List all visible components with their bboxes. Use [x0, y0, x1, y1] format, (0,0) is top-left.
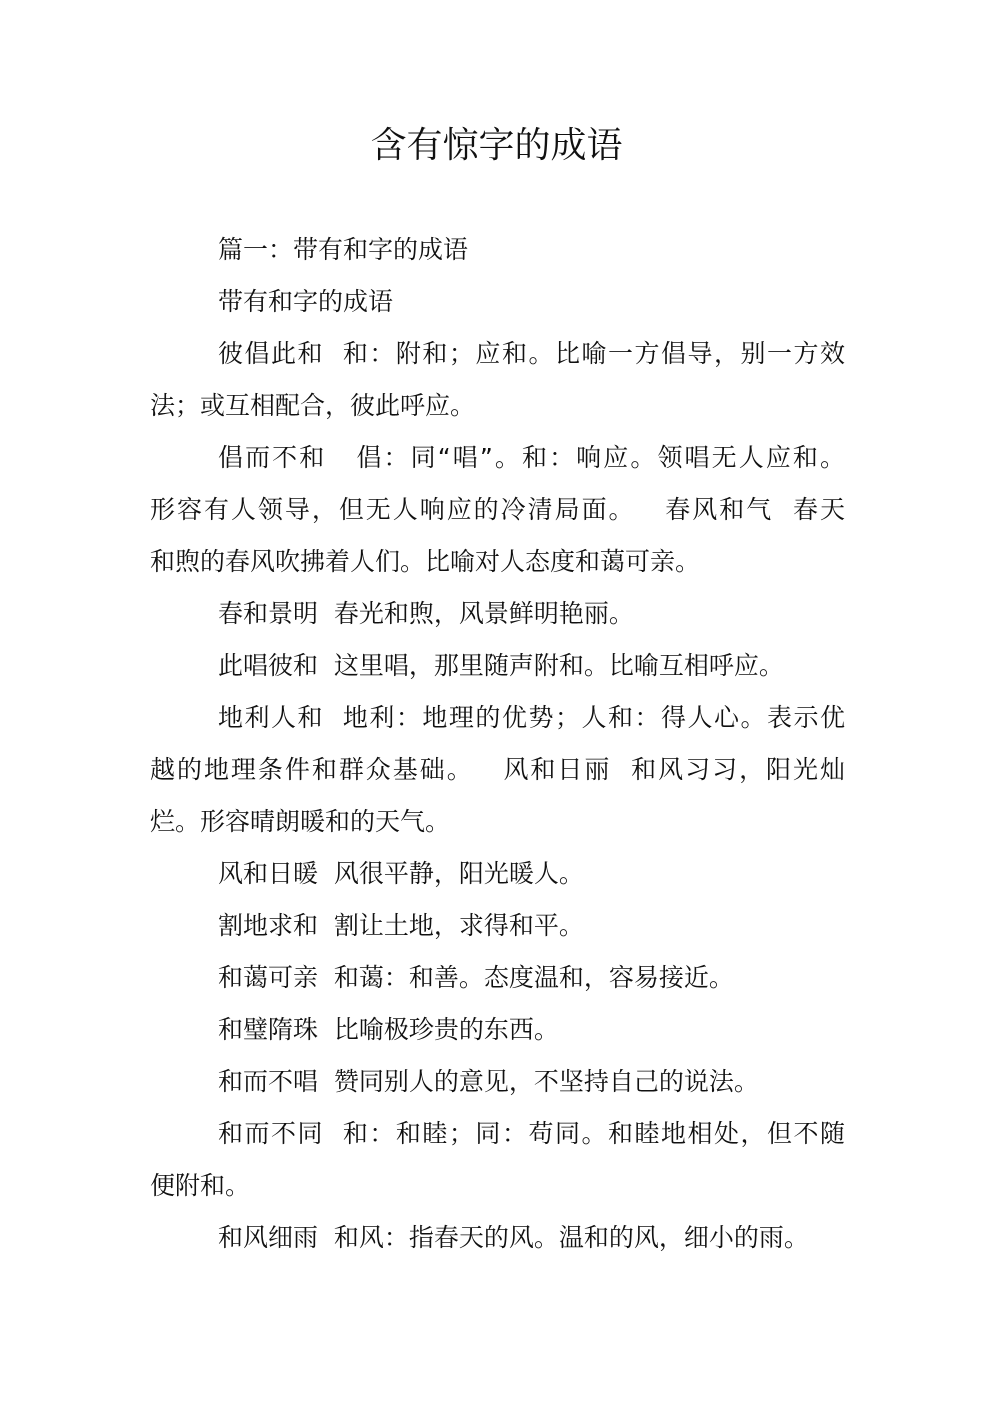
subheading: 带有和字的成语 [218, 287, 394, 316]
section-heading: 篇一：带有和字的成语 [218, 235, 469, 264]
text-line: 法；或互相配合，彼此呼应。 [150, 391, 476, 420]
text-line: 便附和。 [150, 1171, 251, 1200]
text-line: 形容有人领导，但无人响应的冷清局面。 春风和气 春天 [150, 495, 845, 524]
text-line: 越的地理条件和群众基础。 风和日丽 和风习习，阳光灿 [150, 755, 845, 784]
text-line: 倡而不和 倡：同“唱”。和：响应。领唱无人应和。 [218, 443, 845, 472]
text-line: 和煦的春风吹拂着人们。比喻对人态度和蔼可亲。 [150, 547, 701, 576]
text-line: 风和日暖 风很平静，阳光暖人。 [218, 859, 584, 888]
text-line: 烂。形容晴朗暖和的天气。 [150, 807, 451, 836]
text-line: 和璧隋珠 比喻极珍贵的东西。 [218, 1015, 559, 1044]
text-line: 和风细雨 和风：指春天的风。温和的风，细小的雨。 [218, 1223, 809, 1252]
text-line: 和蔼可亲 和蔼：和善。态度温和，容易接近。 [218, 963, 734, 992]
text-line: 割地求和 割让土地，求得和平。 [218, 911, 584, 940]
text-line: 此唱彼和 这里唱，那里随声附和。比喻互相呼应。 [218, 651, 784, 680]
text-line: 和而不同 和：和睦；同：苟同。和睦地相处，但不随 [218, 1119, 845, 1148]
text-line: 地利人和 地利：地理的优势；人和：得人心。表示优 [218, 703, 845, 732]
document-title: 含有惊字的成语 [370, 125, 623, 166]
text-line: 和而不唱 赞同别人的意见，不坚持自己的说法。 [218, 1067, 759, 1096]
text-line: 彼倡此和 和：附和；应和。比喻一方倡导，别一方效 [218, 339, 845, 368]
text-line: 春和景明 春光和煦，风景鲜明艳丽。 [218, 599, 634, 628]
